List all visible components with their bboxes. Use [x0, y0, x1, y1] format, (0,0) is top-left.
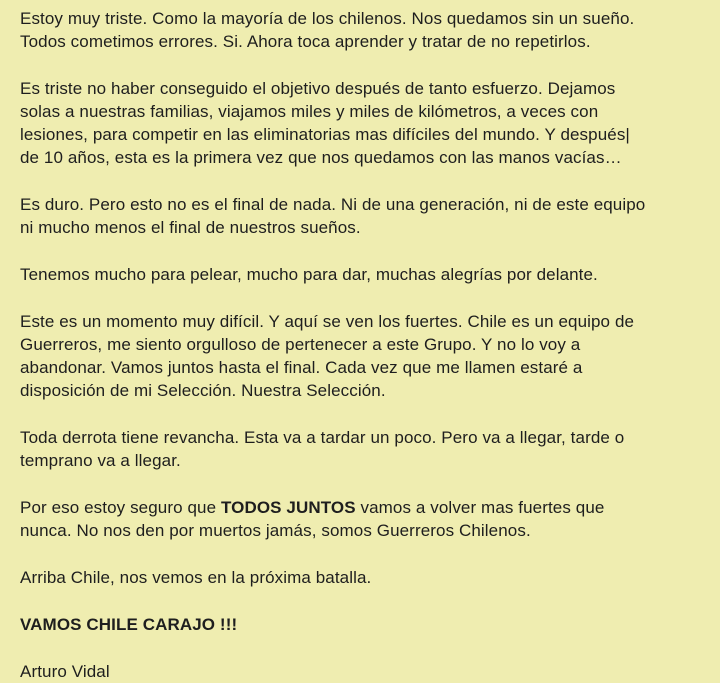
paragraph-next-battle: Arriba Chile, nos vemos en la próxima batalla.	[20, 568, 372, 587]
paragraph-together	[20, 496, 720, 542]
paragraph-opening: Estoy muy triste. Como la mayoría de los chilenos. Nos quedamos sin un sueño. Todos cometimos errores. Si. Ahora toca aprender y tratar de no repetirlos.	[20, 9, 635, 51]
paragraph-effort: Es triste no haber conseguido el objetivo después de tanto esfuerzo. Dejamos solas a nuestras familias, viajamos miles y miles de kilómetros, a veces con lesiones, para competir en las eliminatorias mas difíciles del mundo. Y después| de 10 años, esta es la primera vez que nos quedamos con las manos vacías…	[20, 79, 630, 167]
paragraph-much-to-give: Tenemos mucho para pelear, mucho para dar, muchas alegrías por delante.	[20, 265, 598, 284]
together-text-start: Por eso estoy seguro que	[20, 498, 221, 517]
together-bold-text: TODOS JUNTOS	[220, 498, 356, 517]
signature: Arturo Vidal	[20, 662, 110, 681]
together-text-end: vamos a volver mas fuertes que nunca. No nos den por muertos jamás, somos Guerreros Chilenos.	[20, 498, 605, 540]
paragraph-revenge: Toda derrota tiene revancha. Esta va a tardar un poco. Pero va a llegar, tarde o temprano va a llegar.	[20, 428, 625, 470]
closing-shout: VAMOS CHILE CARAJO !!!	[20, 615, 238, 634]
paragraph-difficult-moment: Este es un momento muy difícil. Y aquí se ven los fuertes. Chile es un equipo de Guerreros, me siento orgulloso de pertenecer a este Grupo. Y no lo voy a abandonar. Vamos juntos hasta el final. Cada vez que me llamen estaré a disposición de mi Selección. Nuestra Selección.	[20, 312, 635, 400]
paragraph-not-the-end: Es duro. Pero esto no es el final de nada. Ni de una generación, ni de este equipo ni mucho menos el final de nuestros sueños.	[20, 195, 646, 237]
